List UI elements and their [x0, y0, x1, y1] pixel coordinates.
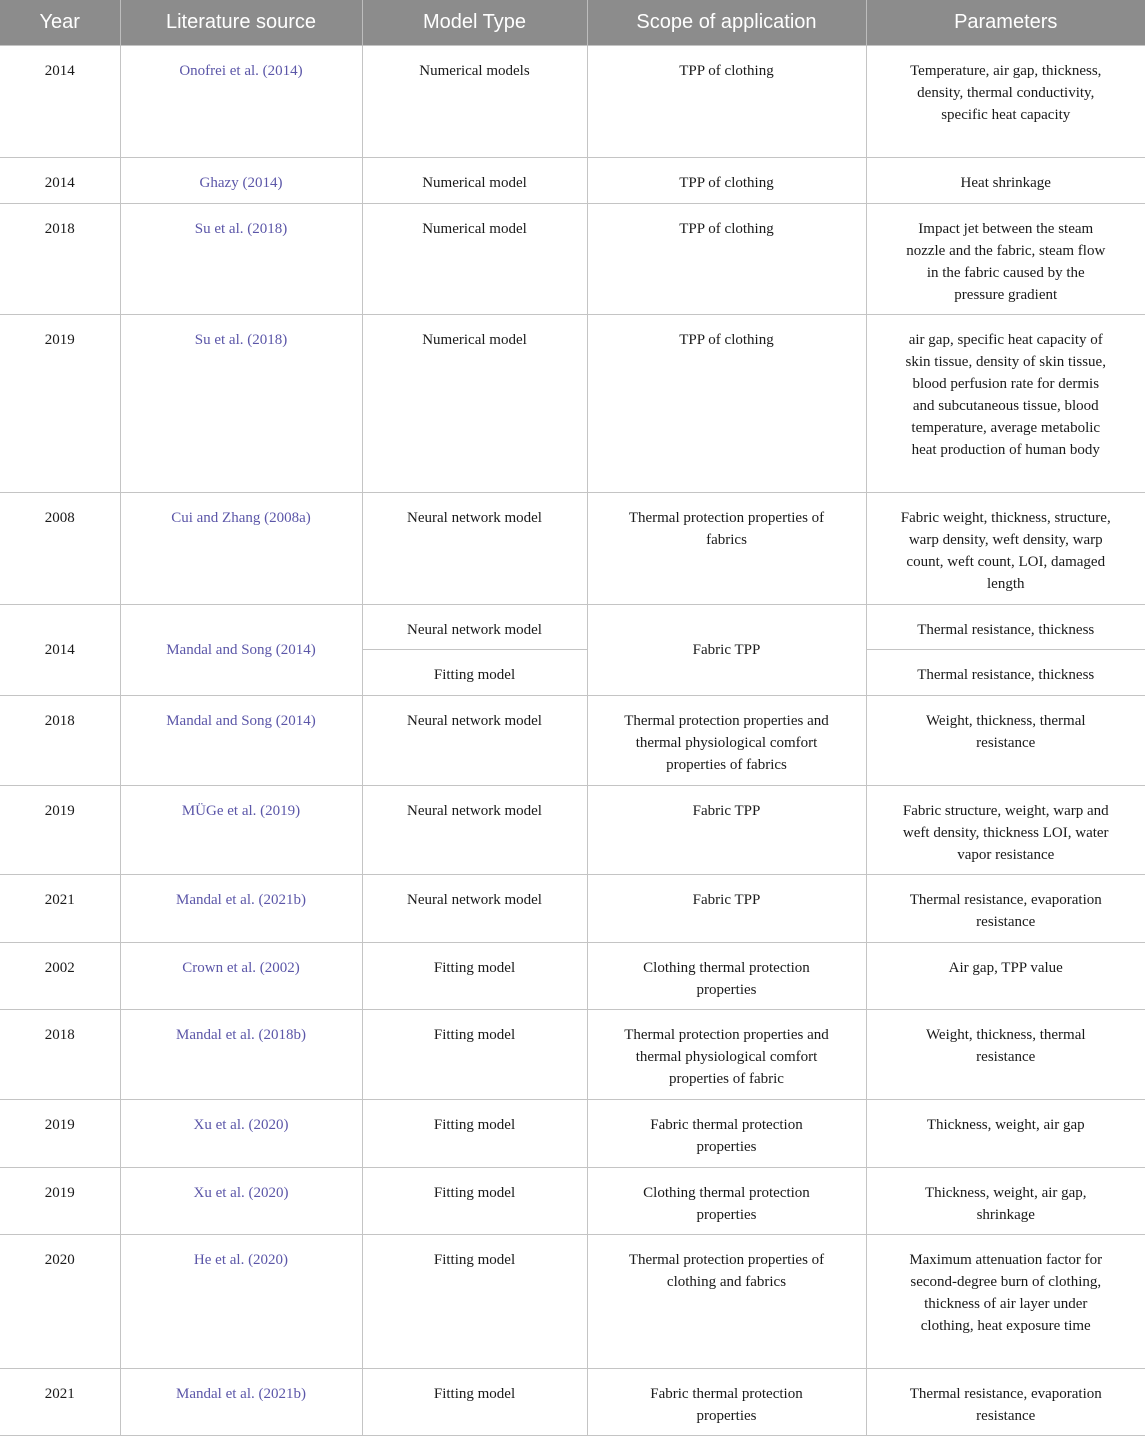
reference-link[interactable]: He et al. (2020) [120, 1235, 362, 1369]
cell-parameters: air gap, specific heat capacity of skin tissue, density of skin tissue, blood perfusion rate for dermis and subcutaneous tissue, blood temperature, average metabolic heat production of human body [866, 315, 1145, 493]
cell-parameters: Thermal resistance, evaporation resistance [866, 1369, 1145, 1436]
table-row [0, 1168, 1145, 1235]
cell-scope: Fabric TPP [587, 605, 866, 696]
cell-model-type: Neural network model [362, 696, 587, 786]
cell-parameters: Heat shrinkage [866, 158, 1145, 204]
cell-model-type: Neural network model [362, 493, 587, 605]
table-row [0, 1235, 1145, 1369]
cell-parameters: Fabric structure, weight, warp and weft density, thickness LOI, water vapor resistance [866, 786, 1145, 875]
cell-scope: TPP of clothing [587, 204, 866, 315]
header-year: Year [0, 0, 120, 46]
cell-model-type: Fitting model [362, 1168, 587, 1235]
cell-year: 2021 [0, 875, 120, 943]
cell-year: 2019 [0, 315, 120, 493]
table-row [0, 1100, 1145, 1168]
reference-link[interactable]: Mandal et al. (2021b) [120, 875, 362, 943]
header-parameters: Parameters [866, 0, 1145, 46]
reference-link[interactable]: Su et al. (2018) [120, 204, 362, 315]
table-row [0, 204, 1145, 315]
cell-scope: Fabric TPP [587, 786, 866, 875]
cell-model-type: Fitting model [362, 1100, 587, 1168]
table-row [0, 46, 1145, 158]
cell-model-type: Fitting model [362, 1369, 587, 1436]
cell-year: 2019 [0, 786, 120, 875]
cell-parameters: Weight, thickness, thermal resistance [866, 1010, 1145, 1100]
cell-parameters: Impact jet between the steam nozzle and the fabric, steam flow in the fabric caused by the pressure gradient [866, 204, 1145, 315]
cell-parameters: Fabric weight, thickness, structure, warp density, weft density, warp count, weft count, LOI, damaged length [866, 493, 1145, 605]
reference-link[interactable]: Mandal et al. (2018b) [120, 1010, 362, 1100]
cell-year: 2018 [0, 696, 120, 786]
table-row [0, 493, 1145, 605]
cell-scope: TPP of clothing [587, 46, 866, 158]
cell-model-type: Numerical model [362, 204, 587, 315]
cell-model-type: Fitting model [362, 1010, 587, 1100]
reference-link[interactable]: Onofrei et al. (2014) [120, 46, 362, 158]
cell-parameters: Thermal resistance, thickness [866, 605, 1145, 650]
reference-link[interactable]: Mandal and Song (2014) [120, 605, 362, 696]
table-row [0, 1369, 1145, 1436]
cell-model-type: Numerical models [362, 46, 587, 158]
cell-model-type: Neural network model [362, 605, 587, 650]
cell-scope: TPP of clothing [587, 315, 866, 493]
table-row [0, 158, 1145, 204]
cell-parameters: Thermal resistance, evaporation resistance [866, 875, 1145, 943]
cell-year: 2018 [0, 204, 120, 315]
cell-model-type: Neural network model [362, 786, 587, 875]
cell-model-type: Fitting model [362, 650, 587, 696]
reference-link[interactable]: Mandal and Song (2014) [120, 696, 362, 786]
table-row [0, 315, 1145, 493]
reference-link[interactable]: Ghazy (2014) [120, 158, 362, 204]
reference-link[interactable]: Cui and Zhang (2008a) [120, 493, 362, 605]
cell-model-type: Fitting model [362, 1235, 587, 1369]
cell-parameters: Thickness, weight, air gap, shrinkage [866, 1168, 1145, 1235]
cell-year: 2019 [0, 1100, 120, 1168]
table-row [0, 875, 1145, 943]
header-row [0, 0, 1145, 46]
cell-scope: Thermal protection properties of clothing and fabrics [587, 1235, 866, 1369]
reference-link[interactable]: MÜGe et al. (2019) [120, 786, 362, 875]
cell-year: 2014 [0, 605, 120, 696]
cell-year: 2002 [0, 943, 120, 1010]
cell-model-type: Numerical model [362, 315, 587, 493]
table-row [0, 943, 1145, 1010]
cell-year: 2021 [0, 1369, 120, 1436]
table-row [0, 1010, 1145, 1100]
reference-link[interactable]: Crown et al. (2002) [120, 943, 362, 1010]
cell-model-type: Neural network model [362, 875, 587, 943]
cell-scope: Clothing thermal protection properties [587, 943, 866, 1010]
cell-scope: Thermal protection properties and thermal physiological comfort properties of fabric [587, 1010, 866, 1100]
cell-scope: Thermal protection properties and thermal physiological comfort properties of fabrics [587, 696, 866, 786]
header-model-type: Model Type [362, 0, 587, 46]
cell-scope: Fabric thermal protection properties [587, 1369, 866, 1436]
cell-scope: TPP of clothing [587, 158, 866, 204]
header-literature-source: Literature source [120, 0, 362, 46]
reference-link[interactable]: Mandal et al. (2021b) [120, 1369, 362, 1436]
table-row [0, 696, 1145, 786]
cell-model-type: Fitting model [362, 943, 587, 1010]
reference-link[interactable]: Su et al. (2018) [120, 315, 362, 493]
cell-scope: Thermal protection properties of fabrics [587, 493, 866, 605]
reference-link[interactable]: Xu et al. (2020) [120, 1100, 362, 1168]
cell-model-type: Numerical model [362, 158, 587, 204]
cell-parameters: Thickness, weight, air gap [866, 1100, 1145, 1168]
cell-year: 2019 [0, 1168, 120, 1235]
cell-year: 2014 [0, 46, 120, 158]
cell-parameters: Thermal resistance, thickness [866, 650, 1145, 696]
cell-parameters: Air gap, TPP value [866, 943, 1145, 1010]
cell-year: 2020 [0, 1235, 120, 1369]
table-row [0, 605, 1145, 650]
cell-year: 2014 [0, 158, 120, 204]
cell-parameters: Weight, thickness, thermal resistance [866, 696, 1145, 786]
table-row [0, 786, 1145, 875]
cell-scope: Fabric TPP [587, 875, 866, 943]
cell-scope: Clothing thermal protection properties [587, 1168, 866, 1235]
cell-parameters: Maximum attenuation factor for second-degree burn of clothing, thickness of air layer under clothing, heat exposure time [866, 1235, 1145, 1369]
cell-parameters: Temperature, air gap, thickness, density, thermal conductivity, specific heat capacity [866, 46, 1145, 158]
header-scope: Scope of application [587, 0, 866, 46]
cell-year: 2018 [0, 1010, 120, 1100]
cell-scope: Fabric thermal protection properties [587, 1100, 866, 1168]
cell-year: 2008 [0, 493, 120, 605]
reference-link[interactable]: Xu et al. (2020) [120, 1168, 362, 1235]
